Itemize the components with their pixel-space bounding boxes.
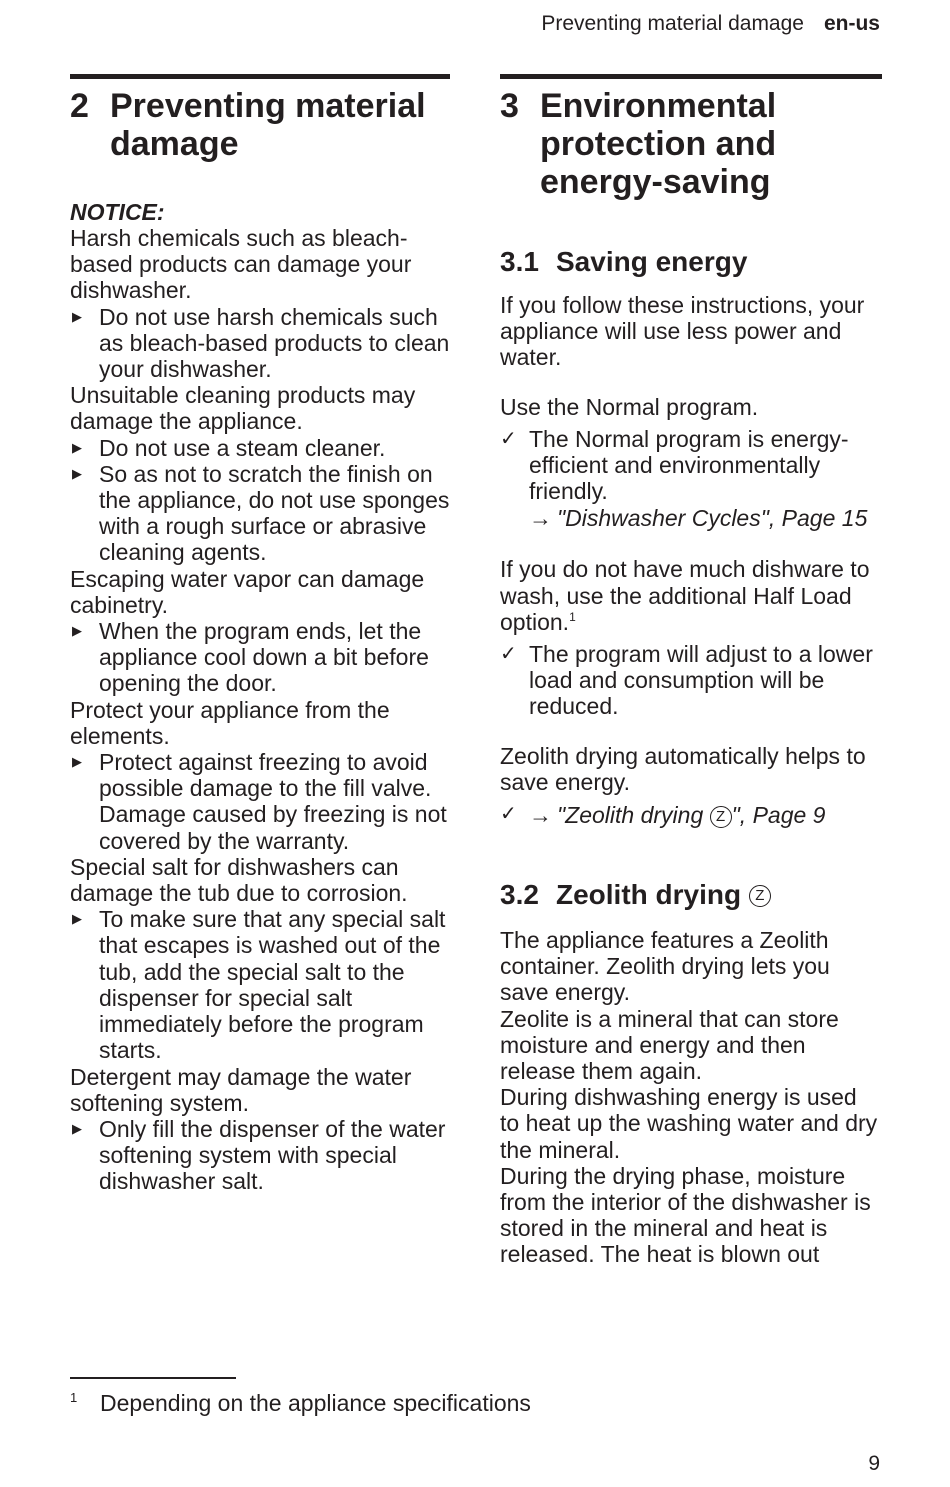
checkmark-icon: ✓: [500, 427, 517, 450]
chapter-3-heading: [500, 87, 882, 201]
left-column: [70, 74, 450, 1195]
zeolith-symbol-icon: Z: [710, 806, 732, 828]
triangle-bullet-icon: ▶: [72, 911, 82, 927]
step-text: Protect against freezing to avoid possible damage to the fill valve. Damage caused by freezing is not covered by the warranty.: [99, 749, 447, 854]
cross-reference[interactable]: [529, 801, 825, 829]
chapter-2-heading: [70, 87, 450, 163]
step-text: Do not use harsh chemicals such as bleach-based products to clean your dishwasher.: [99, 303, 450, 383]
right-column: [500, 74, 882, 1268]
triangle-bullet-icon: ▶: [72, 1120, 82, 1136]
step-text: To make sure that any special salt that escapes is washed out of the tub, add the special salt to the dispenser for special salt immediately before the program starts.: [99, 906, 446, 1064]
paragraph: During the drying phase, moisture from the interior of the dishwasher is stored in the mineral and heat is released. The heat is blown out: [500, 1162, 871, 1268]
step-item: [70, 618, 450, 697]
cross-reference-text[interactable]: "Zeolith drying Z ", Page 9: [557, 802, 826, 829]
zeolith-symbol-icon: Z: [749, 885, 771, 907]
section-3-2-heading: [500, 879, 882, 911]
notice-text: Escaping water vapor can damage cabinetry.: [70, 565, 425, 618]
step-text: Only fill the dispenser of the water softening system with special dishwasher salt.: [99, 1115, 446, 1195]
notice-text: Detergent may damage the water softening system.: [70, 1063, 412, 1116]
chapter-title: Environmental protection and energy-saving: [540, 87, 777, 201]
checkmark-icon: ✓: [500, 643, 517, 666]
instruction-text: If you do not have much dishware to wash, use the additional Half Load option.$^1$: [500, 556, 870, 635]
paragraph: During dishwashing energy is used to heat up the washing water and dry the mineral.: [500, 1084, 878, 1163]
footnote-rule: [70, 1377, 236, 1379]
notice-label: NOTICE:: [70, 199, 165, 225]
instruction-text: Use the Normal program.: [500, 393, 759, 420]
cross-reference[interactable]: [529, 504, 882, 532]
notice-text: Harsh chemicals such as bleach-based products can damage your dishwasher.: [70, 225, 412, 304]
chapter-title: Preventing material damage: [110, 87, 426, 163]
instruction-text: Zeolith drying automatically helps to save energy.: [500, 742, 866, 795]
triangle-bullet-icon: ▶: [72, 308, 82, 324]
result-item: [500, 801, 882, 829]
triangle-bullet-icon: ▶: [72, 439, 82, 455]
footnote-text: Depending on the appliance specifications: [100, 1390, 531, 1416]
paragraph: The appliance features a Zeolith container. Zeolith drying lets you save energy.: [500, 927, 830, 1006]
notice-text: Unsuitable cleaning products may damage the appliance.: [70, 382, 416, 435]
result-text: The Normal program is energy-efficient and environmentally friendly.: [529, 425, 849, 505]
step-text: So as not to scratch the finish on the appliance, do not use sponges with a rough surface or abrasive cleaning agents.: [99, 460, 450, 566]
chapter-number: 2: [70, 87, 89, 125]
running-header: [541, 12, 880, 36]
result-text: The program will adjust to a lower load and consumption will be reduced.: [529, 641, 873, 720]
language-code: en-us: [823, 12, 880, 35]
section-3-1-heading: [500, 246, 882, 278]
arrow-right-icon: →: [529, 505, 552, 532]
notice-text: Special salt for dishwashers can damage the tub due to corrosion.: [70, 853, 408, 907]
triangle-bullet-icon: ▶: [72, 623, 82, 639]
result-item: [500, 641, 882, 720]
triangle-bullet-icon: ▶: [72, 754, 82, 770]
section-number: 3.1: [500, 246, 539, 277]
step-text: When the program ends, let the appliance cool down a bit before opening the door.: [99, 618, 429, 697]
section-title: Saving energy: [556, 246, 748, 277]
result-item: [500, 426, 882, 505]
checkmark-icon: ✓: [500, 803, 517, 826]
running-header-section: Preventing material damage: [541, 12, 804, 35]
step-item: [70, 906, 450, 1063]
footnote-marker: 1: [569, 609, 576, 624]
step-item: [70, 749, 450, 854]
arrow-right-icon: →: [529, 802, 552, 829]
footnote: [70, 1389, 531, 1417]
section-title: Zeolith drying Z: [556, 879, 771, 911]
chapter-number: 3: [500, 87, 519, 125]
notice-text: Protect your appliance from the elements.: [70, 696, 390, 749]
step-item: [70, 461, 450, 566]
section-number: 3.2: [500, 879, 539, 911]
step-item: [70, 1116, 450, 1195]
step-item: [70, 304, 450, 383]
page-number: 9: [868, 1452, 880, 1475]
step-text: Do not use a steam cleaner.: [99, 434, 386, 461]
section-intro: If you follow these instructions, your appliance will use less power and water.: [500, 292, 865, 371]
cross-reference-text[interactable]: "Dishwasher Cycles", Page 15: [557, 505, 868, 532]
heading-rule: [70, 74, 450, 79]
footnote-number: 1: [70, 1390, 78, 1405]
paragraph: Zeolite is a mineral that can store moisture and energy and then release them again.: [500, 1005, 839, 1085]
step-item: [70, 435, 450, 461]
heading-rule: [500, 74, 882, 79]
triangle-bullet-icon: ▶: [72, 465, 82, 481]
